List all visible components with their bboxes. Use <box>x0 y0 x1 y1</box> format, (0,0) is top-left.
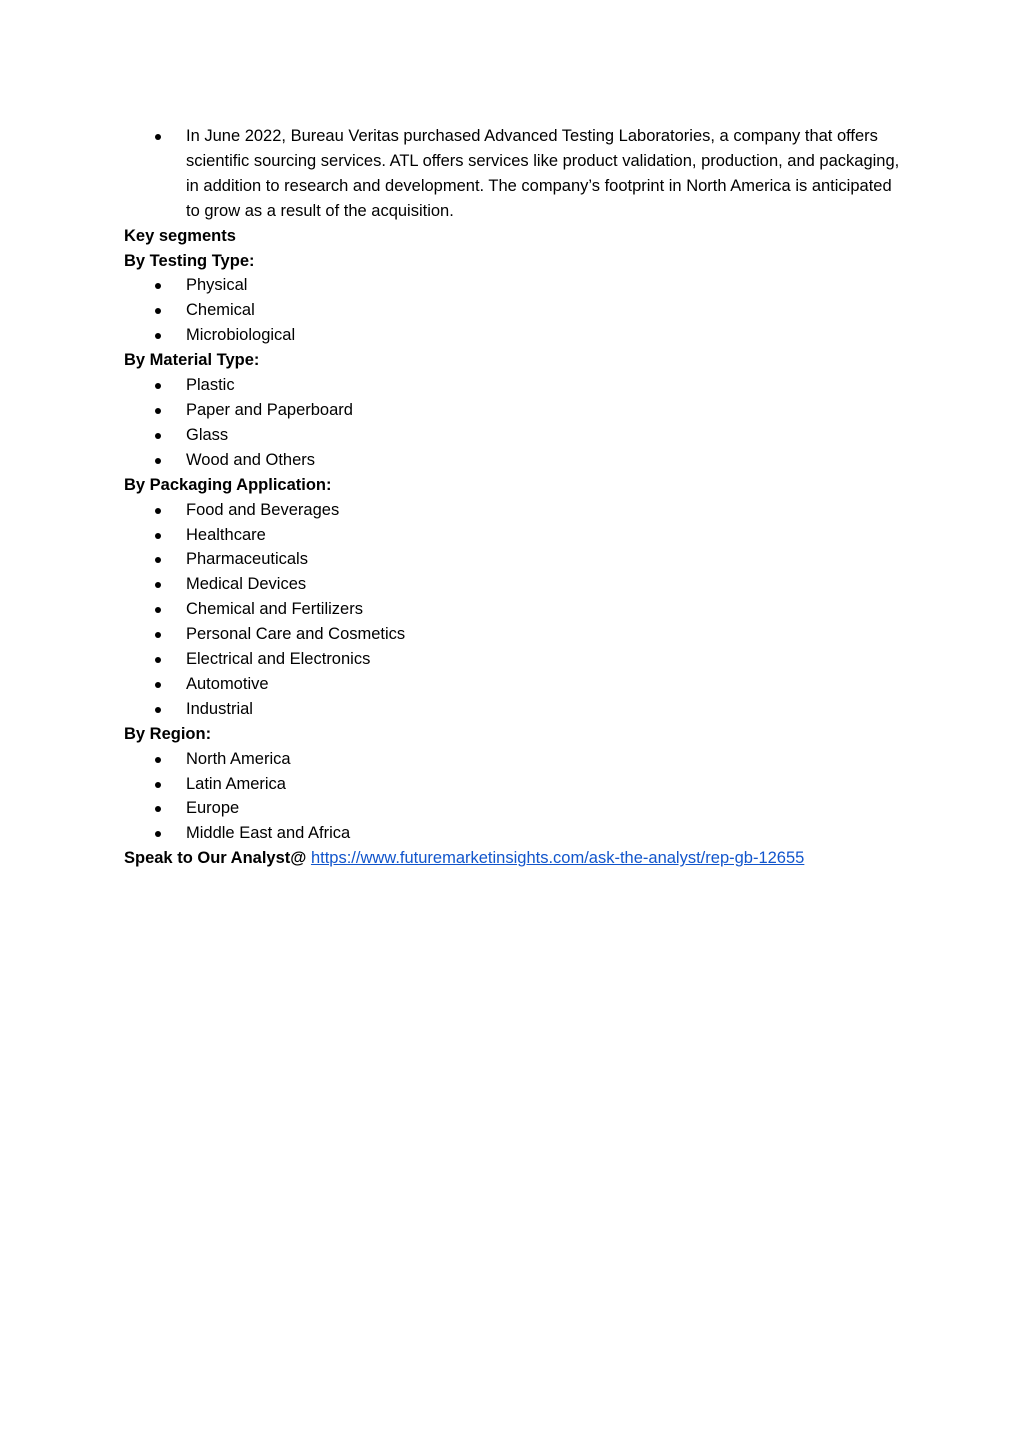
list-item-label: Industrial <box>186 699 253 718</box>
intro-paragraph: In June 2022, Bureau Veritas purchased Advanced Testing Laboratories, a company that offers scientific sourcing services. ATL offers services like product validation, production, and packaging, in addition to research and development. The company’s footprint in North America is anticipated to grow as a result of the acquisition. <box>186 127 900 220</box>
list-item-label: Microbiological <box>186 326 296 345</box>
bullet-icon <box>155 134 161 140</box>
list-item <box>124 672 904 697</box>
list-item <box>124 323 904 348</box>
list-item-label: Food and Beverages <box>186 500 340 519</box>
list-item-label: Pharmaceuticals <box>186 550 308 569</box>
bullet-icon <box>155 333 161 339</box>
analyst-link[interactable]: https://www.futuremarketinsights.com/ask-the-analyst/rep-gb-12655 <box>310 849 805 868</box>
list-item-label: North America <box>186 749 291 768</box>
bullet-icon <box>155 283 161 289</box>
bullet-icon <box>155 607 161 613</box>
testing-type-heading: By Testing Type: <box>124 251 255 270</box>
list-item <box>124 423 904 448</box>
list-item-label: Personal Care and Cosmetics <box>186 625 406 644</box>
list-item <box>124 796 904 821</box>
bullet-icon <box>155 383 161 389</box>
list-item-label: Chemical and Fertilizers <box>186 600 363 619</box>
packaging-application-heading: By Packaging Application: <box>124 475 332 494</box>
list-item <box>124 547 904 572</box>
list-item-label: Wood and Others <box>186 450 316 469</box>
analyst-contact-line <box>124 846 904 871</box>
analyst-label: Speak to Our Analyst@ <box>124 849 311 868</box>
bullet-icon <box>155 433 161 439</box>
list-item <box>124 597 904 622</box>
intro-bullet-list <box>124 124 904 224</box>
region-list <box>124 747 904 847</box>
list-item-label: Chemical <box>186 301 255 320</box>
bullet-icon <box>155 682 161 688</box>
bullet-icon <box>155 508 161 514</box>
bullet-icon <box>155 557 161 563</box>
region-heading: By Region: <box>124 724 212 743</box>
list-item <box>124 448 904 473</box>
list-item <box>124 647 904 672</box>
bullet-icon <box>155 533 161 539</box>
list-item <box>124 821 904 846</box>
list-item-label: Plastic <box>186 376 235 395</box>
list-item-label: Paper and Paperboard <box>186 400 353 419</box>
list-item-label: Middle East and Africa <box>186 824 351 843</box>
list-item <box>124 747 904 772</box>
list-item-label: Physical <box>186 276 248 295</box>
bullet-icon <box>155 582 161 588</box>
list-item <box>124 373 904 398</box>
list-item-label: Glass <box>186 425 229 444</box>
bullet-icon <box>155 657 161 663</box>
bullet-icon <box>155 707 161 713</box>
key-segments-heading: Key segments <box>124 226 236 245</box>
list-item-label: Latin America <box>186 774 286 793</box>
list-item <box>124 697 904 722</box>
bullet-icon <box>155 806 161 812</box>
bullet-icon <box>155 782 161 788</box>
bullet-icon <box>155 632 161 638</box>
material-type-heading: By Material Type: <box>124 351 260 370</box>
material-type-list <box>124 373 904 473</box>
testing-type-list <box>124 273 904 348</box>
list-item <box>124 273 904 298</box>
list-item <box>124 398 904 423</box>
list-item <box>124 622 904 647</box>
packaging-application-list <box>124 498 904 722</box>
list-item <box>124 523 904 548</box>
list-item <box>124 298 904 323</box>
list-item-label: Automotive <box>186 674 269 693</box>
list-item <box>124 772 904 797</box>
list-item-label: Medical Devices <box>186 575 307 594</box>
list-item <box>124 572 904 597</box>
list-item-label: Healthcare <box>186 525 266 544</box>
list-item <box>124 498 904 523</box>
bullet-icon <box>155 308 161 314</box>
bullet-icon <box>155 757 161 763</box>
list-item-label: Electrical and Electronics <box>186 650 371 669</box>
bullet-icon <box>155 458 161 464</box>
list-item-label: Europe <box>186 799 240 818</box>
document-body <box>124 124 904 871</box>
list-item <box>124 124 904 224</box>
bullet-icon <box>155 408 161 414</box>
bullet-icon <box>155 831 161 837</box>
